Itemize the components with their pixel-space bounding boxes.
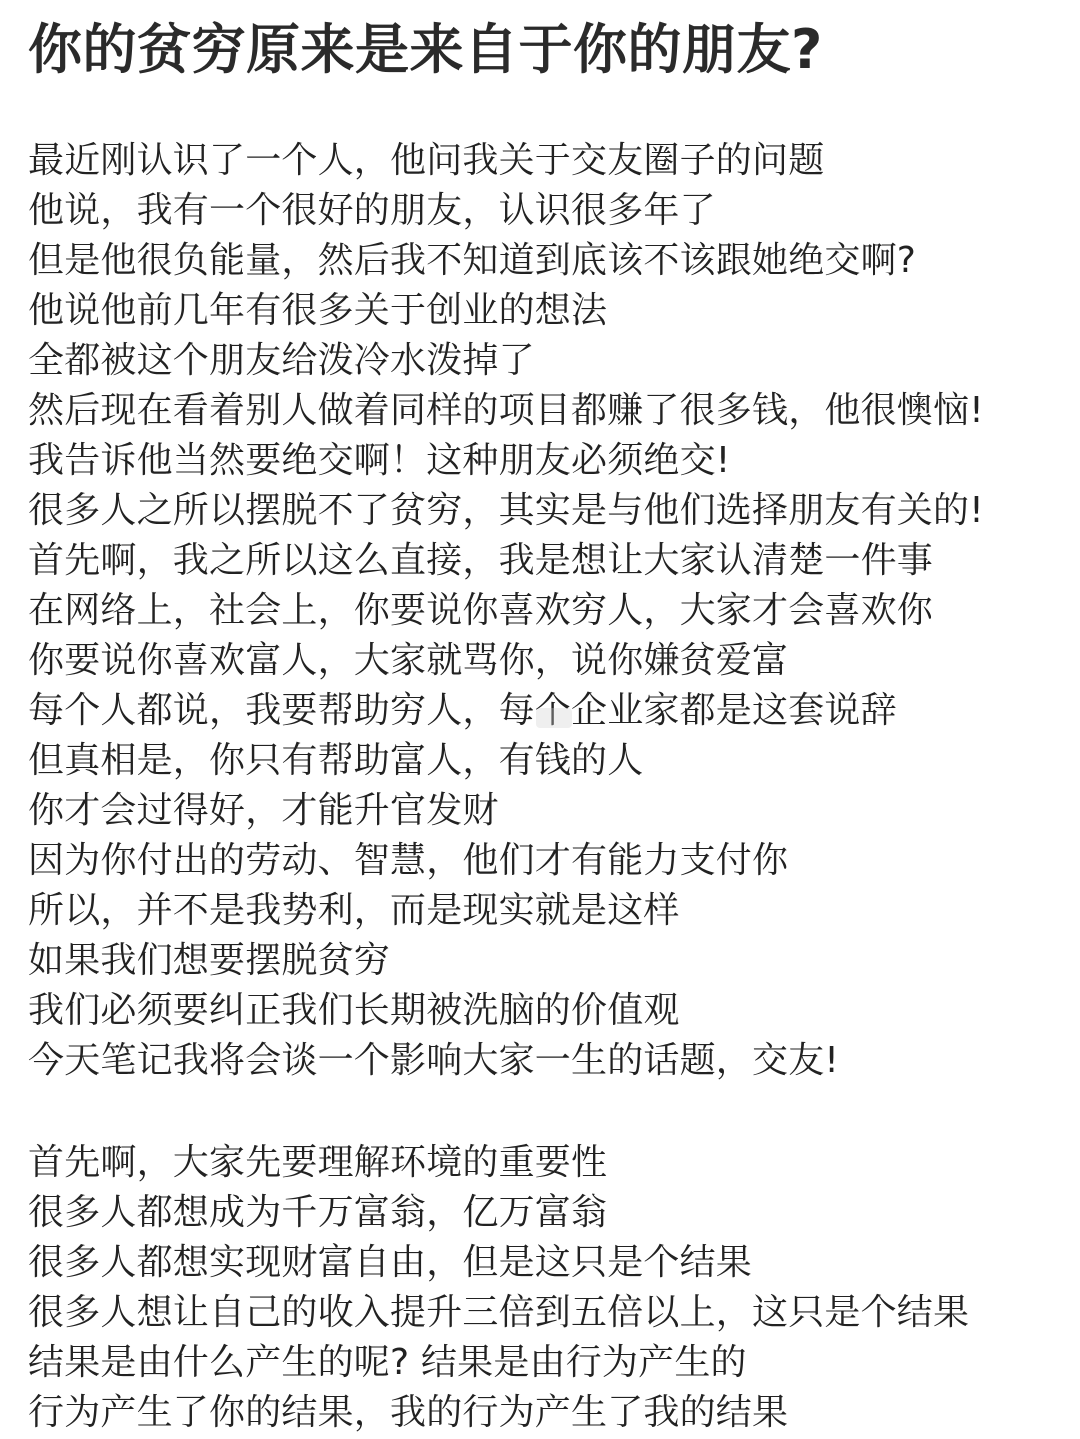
text-line: 我告诉他当然要绝交啊！这种朋友必须绝交! [28, 440, 731, 481]
paragraph-1 [28, 136, 984, 1086]
text-line: 最近刚认识了一个人，他问我关于交友圈子的问题 [28, 140, 825, 181]
text-line: 如果我们想要摆脱贫穷 [28, 940, 391, 981]
text-line: 但是他很负能量，然后我不知道到底该不该跟她绝交啊? [28, 240, 917, 281]
watermark-mark [536, 708, 572, 728]
text-line: 结果是由什么产生的呢? 结果是由行为产生的 [28, 1342, 747, 1383]
text-line: 你才会过得好，才能升官发财 [28, 790, 499, 831]
text-line: 全都被这个朋友给泼冷水泼掉了 [28, 340, 535, 381]
text-line: 所以，并不是我势利，而是现实就是这样 [28, 890, 680, 931]
text-line: 首先啊，我之所以这么直接，我是想让大家认清楚一件事 [28, 540, 934, 581]
article-title: 你的贫穷原来是来自于你的朋友? [28, 18, 823, 81]
text-line: 很多人想让自己的收入提升三倍到五倍以上，这只是个结果 [28, 1292, 970, 1333]
text-line: 很多人都想实现财富自由，但是这只是个结果 [28, 1242, 753, 1283]
text-line: 你要说你喜欢富人，大家就骂你，说你嫌贫爱富 [28, 640, 789, 681]
text-line: 我们必须要纠正我们长期被洗脑的价值观 [28, 990, 680, 1031]
text-line: 行为产生了你的结果，我的行为产生了我的结果 [28, 1392, 789, 1433]
text-line: 很多人都想成为千万富翁，亿万富翁 [28, 1192, 608, 1233]
text-line: 每个人都说，我要帮助穷人，每个企业家都是这套说辞 [28, 690, 897, 731]
text-line: 在网络上，社会上，你要说你喜欢穷人，大家才会喜欢你 [28, 590, 934, 631]
text-line: 他说，我有一个很好的朋友，认识很多年了 [28, 190, 716, 231]
text-line: 但真相是，你只有帮助富人，有钱的人 [28, 740, 644, 781]
text-line: 很多人之所以摆脱不了贫穷，其实是与他们选择朋友有关的! [28, 490, 984, 531]
text-line: 然后现在看着别人做着同样的项目都赚了很多钱，他很懊恼! [28, 390, 984, 431]
text-line: 他说他前几年有很多关于创业的想法 [28, 290, 608, 331]
text-line: 今天笔记我将会谈一个影响大家一生的话题，交友! [28, 1040, 840, 1081]
text-line: 首先啊，大家先要理解环境的重要性 [28, 1142, 608, 1183]
paragraph-2 [28, 1138, 969, 1438]
text-line: 因为你付出的劳动、智慧，他们才有能力支付你 [28, 840, 789, 881]
